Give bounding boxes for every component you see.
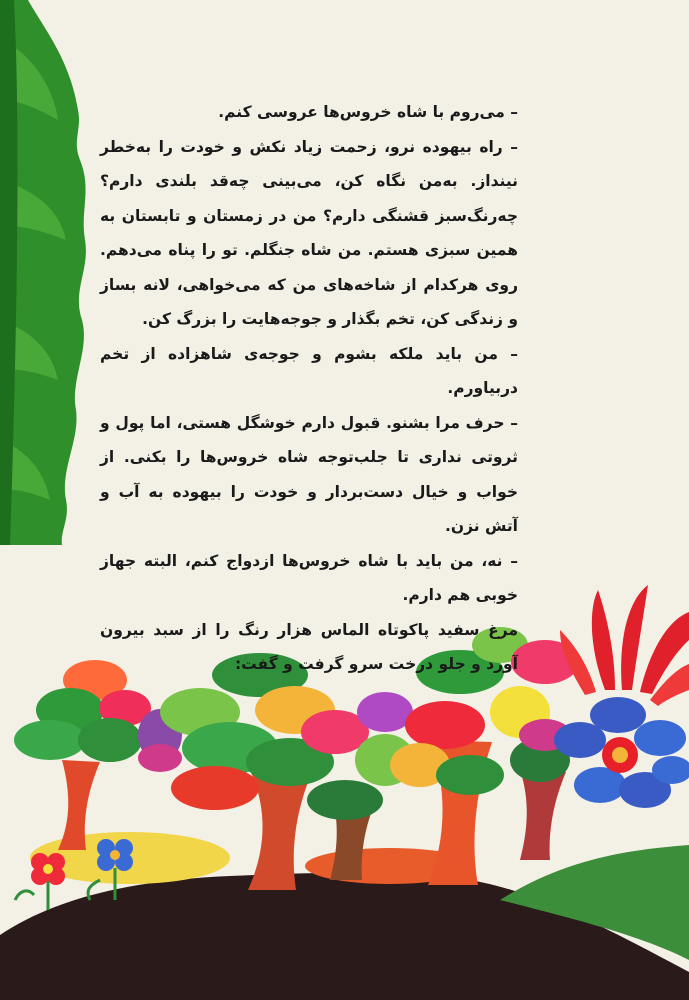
- blue-flower-icon: [554, 697, 689, 808]
- dialogue-line: – راه بیهوده نرو، زحمت زیاد نکش و خودت را به‌خطر نینداز. به‌من نگاه کن، می‌بینی چه‌قد بلندی دارم؟ چه‌رنگ‌سبز قشنگی دارم؟ من در زمستان و تابستان به همین سبزی هستم. من شاه جنگلم. تو را پناه می‌دهم. روی هرکدام از شاخه‌های من که می‌خواهی، لانه بساز و زندگی کن، تخم بگذار و جوجه‌هایت را بزرگ کن.: [100, 137, 518, 328]
- dialogue-line: – من باید ملکه بشوم و جوجه‌ی شاهزاده از تخم دربیاورم.: [100, 344, 518, 397]
- story-text: [100, 95, 518, 682]
- cypress-tree-icon: [0, 0, 86, 545]
- dialogue-line: – نه، من باید با شاه خروس‌ها ازدواج کنم، البته جهاز خوبی هم دارم.: [100, 551, 518, 604]
- dialogue-line: – می‌روم با شاه خروس‌ها عروسی کنم.: [218, 103, 518, 121]
- narration-line: مرغ سفید پاکوتاه الماس هزار رنگ را از سبد بیرون آورد و جلو درخت سرو گرفت و گفت:: [100, 620, 518, 673]
- dialogue-line: – حرف مرا بشنو. قبول دارم خوشگل هستی، اما پول و ثروتی نداری تا جلب‌توجه شاه خروس‌ها را بکنی. از خواب و خیال دست‌بردار و خودت را بیهوده به آب و آتش نزن.: [100, 413, 518, 535]
- red-plant: [560, 585, 689, 706]
